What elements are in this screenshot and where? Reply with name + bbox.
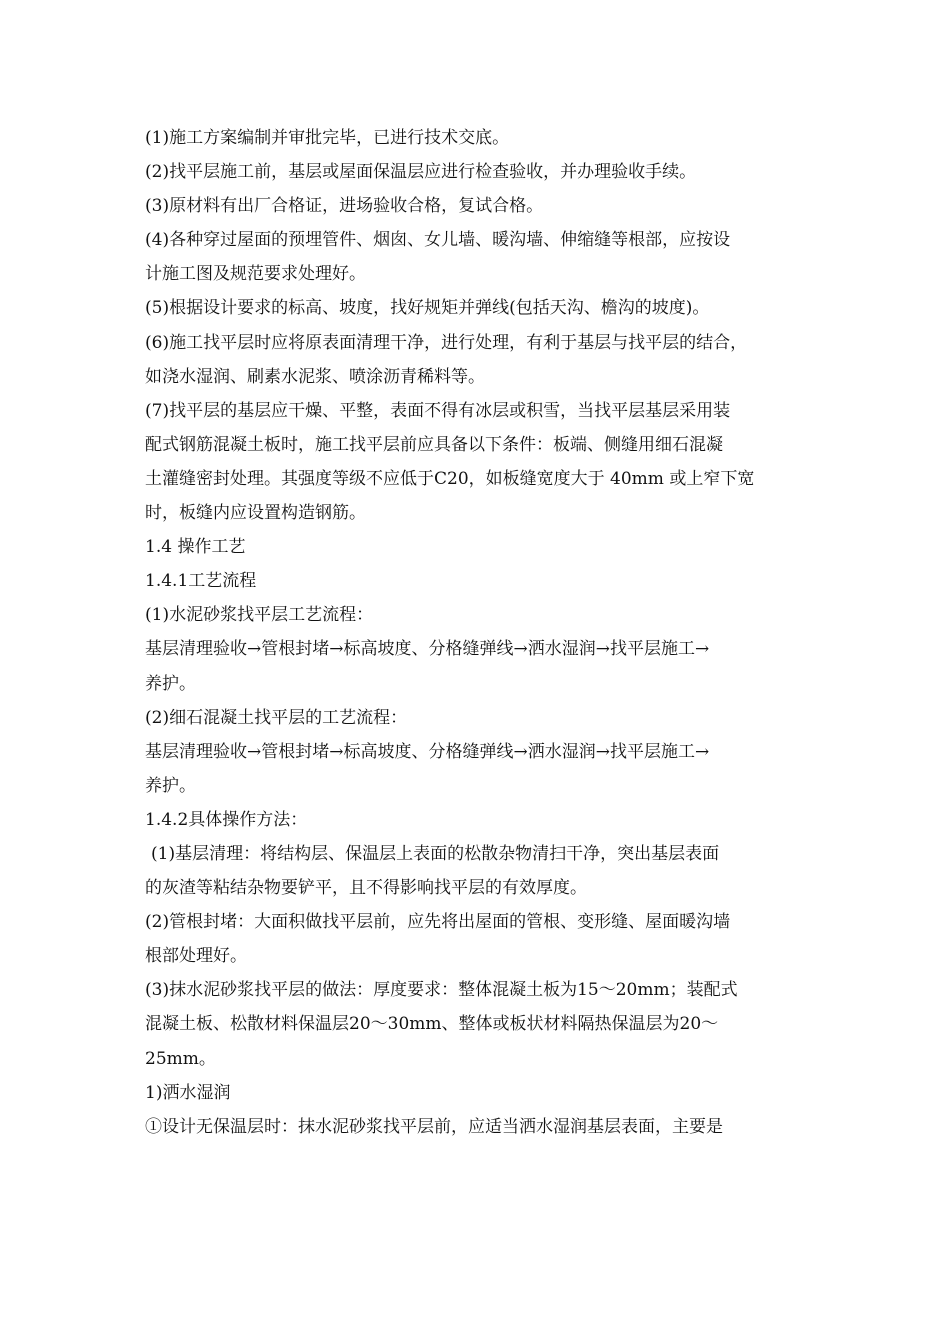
subsection-heading: 1.4.1工艺流程	[145, 571, 257, 592]
text-line: 1)洒水湿润	[145, 1082, 231, 1103]
text-line: 根部处理好。	[145, 946, 247, 967]
subsection-heading: 1.4.2具体操作方法：	[145, 809, 308, 830]
process-flow-line: 养护。	[145, 775, 196, 796]
text-line: 25mm。	[145, 1048, 216, 1069]
text-line: 时，板缝内应设置构造钢筋。	[145, 503, 366, 524]
text-line: (2)管根封堵：大面积做找平层前，应先将出屋面的管根、变形缝、屋面暖沟墙	[145, 912, 731, 933]
text-line: (6)施工找平层时应将原表面清理干净，进行处理，有利于基层与找平层的结合，	[145, 332, 748, 353]
text-line: (1)施工方案编制并审批完毕，已进行技术交底。	[145, 128, 510, 148]
process-flow-line: 基层清理验收→管根封堵→标高坡度、分格缝弹线→洒水湿润→找平层施工→	[145, 639, 710, 660]
text-line: (7)找平层的基层应干燥、平整，表面不得有冰层或积雪，当找平层基层采用装	[145, 400, 731, 421]
process-flow-line: 基层清理验收→管根封堵→标高坡度、分格缝弹线→洒水湿润→找平层施工→	[145, 741, 710, 762]
text-line: (4)各种穿过屋面的预埋管件、烟囱、女儿墙、暖沟墙、伸缩缝等根部，应按设	[145, 230, 731, 251]
text-line: (2)细石混凝土找平层的工艺流程：	[145, 707, 408, 728]
text-line: 混凝土板、松散材料保温层20～30mm、整体或板状材料隔热保温层为20～	[145, 1014, 719, 1035]
text-line: 计施工图及规范要求处理好。	[145, 264, 366, 285]
process-flow-line: 养护。	[145, 673, 196, 694]
text-line: (5)根据设计要求的标高、坡度，找好规矩并弹线(包括天沟、檐沟的坡度)。	[145, 298, 710, 319]
text-line: (1)水泥砂浆找平层工艺流程：	[145, 605, 374, 626]
text-line: ①设计无保温层时：抹水泥砂浆找平层前，应适当洒水湿润基层表面，主要是	[145, 1116, 723, 1137]
section-heading: 1.4 操作工艺	[145, 537, 246, 558]
document-body	[145, 121, 825, 1144]
text-line: 配式钢筋混凝土板时，施工找平层前应具备以下条件：板端、侧缝用细石混凝	[145, 434, 723, 455]
text-line: (3)原材料有出厂合格证，进场验收合格，复试合格。	[145, 196, 544, 217]
text-line: (2)找平层施工前，基层或屋面保温层应进行检查验收，并办理验收手续。	[145, 162, 697, 183]
text-line: 如浇水湿润、刷素水泥浆、喷涂沥青稀料等。	[145, 366, 485, 387]
text-line: (1)基层清理：将结构层、保温层上表面的松散杂物清扫干净，突出基层表面	[151, 843, 720, 864]
text-line: 土灌缝密封处理。其强度等级不应低于C20，如板缝宽度大于 40mm 或上窄下宽	[145, 468, 755, 489]
text-line: (3)抹水泥砂浆找平层的做法：厚度要求：整体混凝土板为15～20mm；装配式	[145, 980, 738, 1001]
text-line: 的灰渣等粘结杂物要铲平，且不得影响找平层的有效厚度。	[145, 878, 587, 899]
